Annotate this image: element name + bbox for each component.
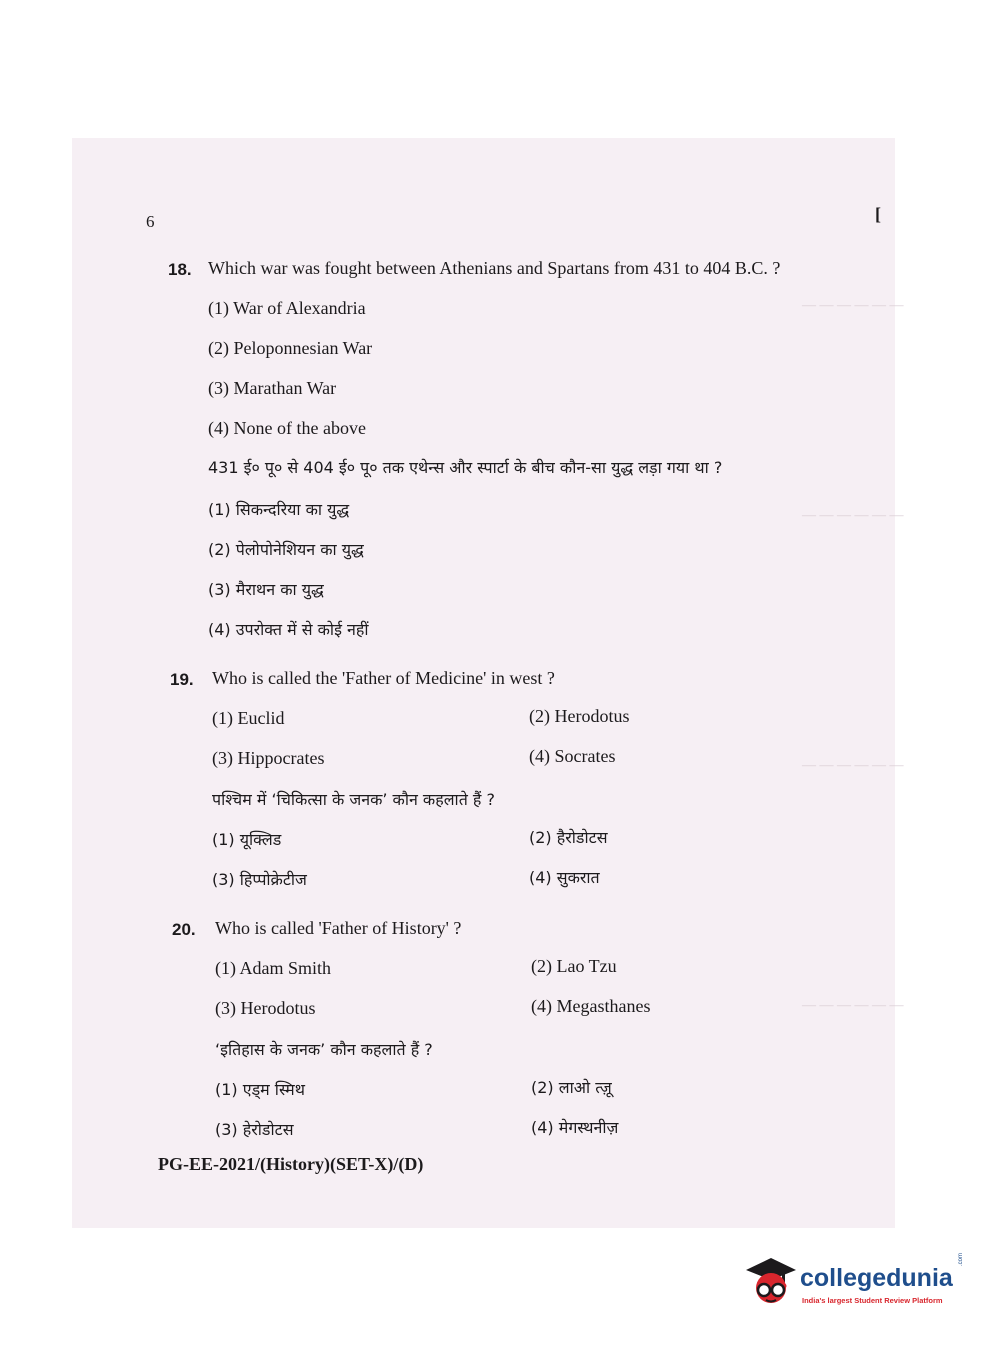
page-number: 6: [146, 212, 155, 231]
bleed-through-mark: — — — — — —: [802, 508, 904, 523]
question-number: 20.: [172, 920, 196, 939]
option-hindi: (3) हेरोडोटस: [215, 1120, 294, 1139]
question-number: 19.: [170, 670, 194, 689]
option-hindi: (1) सिकन्दरिया का युद्ध: [208, 500, 350, 519]
bleed-through-mark: — — — — — —: [802, 758, 904, 773]
option-hindi: (3) हिप्पोक्रेटीज: [212, 870, 307, 889]
option: (4) Megasthanes: [531, 996, 651, 1016]
question-text-hindi: पश्चिम में ‘चिकित्सा के जनक’ कौन कहलाते हैं ?: [212, 790, 495, 809]
option: (2) Herodotus: [529, 706, 630, 726]
option-hindi: (2) हैरोडोटस: [529, 828, 608, 847]
option-hindi: (4) उपरोक्त में से कोई नहीं: [208, 620, 369, 639]
option: (2) Lao Tzu: [531, 956, 617, 976]
option: (1) Adam Smith: [215, 958, 331, 978]
option: (3) Hippocrates: [212, 748, 325, 768]
question-text: Who is called the 'Father of Medicine' in west ?: [212, 668, 555, 688]
option-hindi: (1) यूक्लिड: [212, 830, 282, 849]
bleed-through-mark: — — — — — —: [802, 298, 904, 313]
option: (2) Peloponnesian War: [208, 338, 373, 358]
question-text: Who is called 'Father of History' ?: [215, 918, 462, 938]
logo-tagline: India's largest Student Review Platform: [802, 1296, 943, 1305]
footer-code: PG-EE-2021/(History)(SET-X)/(D): [158, 1154, 424, 1174]
edge-mark: [: [875, 204, 881, 224]
logo-name: collegedunia: [800, 1264, 953, 1292]
option-hindi: (4) मेगस्थनीज़: [531, 1118, 619, 1137]
option: (4) None of the above: [208, 418, 366, 438]
question-text-hindi: ‘इतिहास के जनक’ कौन कहलाते हैं ?: [215, 1040, 433, 1059]
option: (1) War of Alexandria: [208, 298, 366, 318]
option: (1) Euclid: [212, 708, 285, 728]
question-number: 18.: [168, 260, 192, 279]
question-text: Which war was fought between Athenians and Spartans from 431 to 404 B.C. ?: [208, 258, 781, 278]
option: (4) Socrates: [529, 746, 616, 766]
option: (3) Herodotus: [215, 998, 316, 1018]
mascot-icon: [740, 1248, 802, 1312]
option: (3) Marathan War: [208, 378, 337, 398]
bleed-through-mark: — — — — — —: [802, 998, 904, 1013]
option-hindi: (2) पेलोपोनेशियन का युद्ध: [208, 540, 364, 559]
collegedunia-logo[interactable]: [740, 1248, 970, 1318]
option-hindi: (1) एड्म स्मिथ: [215, 1080, 305, 1099]
option-hindi: (3) मैराथन का युद्ध: [208, 580, 324, 599]
question-text-hindi: 431 ई० पू० से 404 ई० पू० तक एथेन्स और स्पार्टा के बीच कौन-सा युद्ध लड़ा गया था ?: [208, 458, 723, 477]
option-hindi: (2) लाओ त्ज़ू: [531, 1078, 612, 1097]
logo-suffix: .com: [958, 1252, 964, 1266]
exam-page: [72, 138, 904, 1228]
option-hindi: (4) सुकरात: [529, 868, 600, 887]
